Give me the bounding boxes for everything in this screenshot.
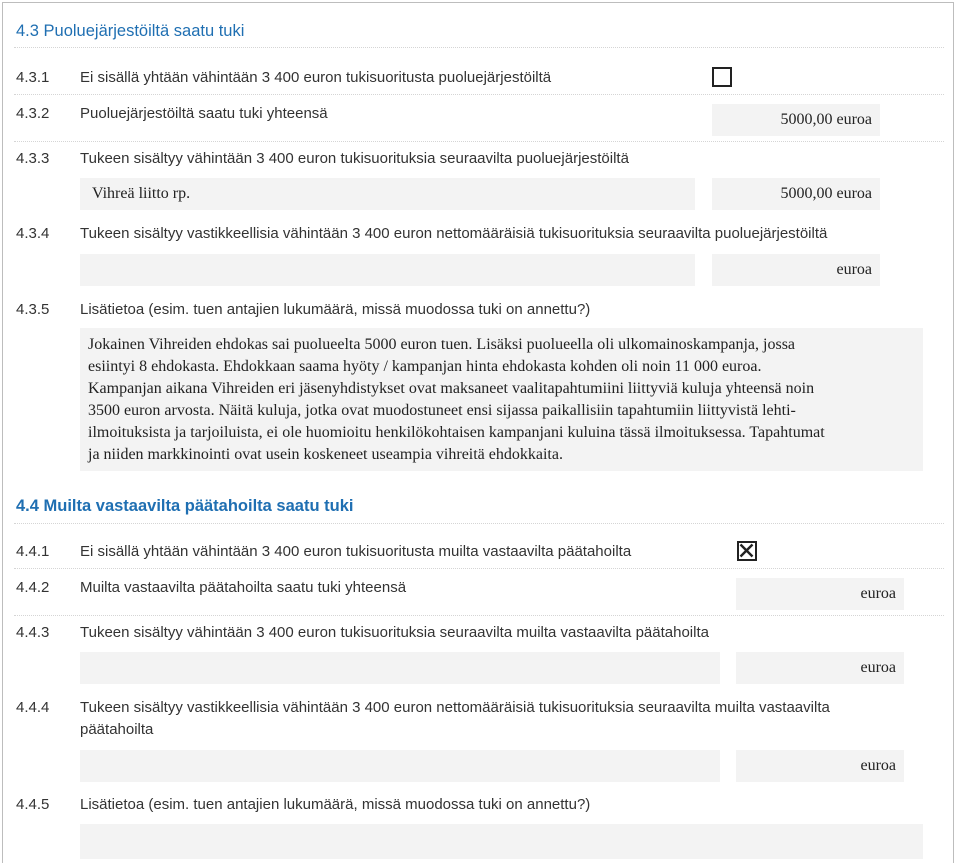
text-line: 3500 euron arvosta. Näitä kuluja, jotka ovat muodostuneet ensi sijassa paikallisiin tapahtumiin liittyvistä lehti- <box>88 402 796 419</box>
donor-amount-field-4-3-3[interactable]: 5000,00 euroa <box>712 178 880 210</box>
item-label-4-4-2: Muilta vastaavilta päätahoilta saatu tuki yhteensä <box>80 579 407 596</box>
item-number-4-4-2: 4.4.2 <box>16 579 50 596</box>
text-line: ilmoituksista ja tarjoiluista, ei ole huomioitu henkilökohtaisen kampanjani kuluina tässä ilmoituksessa. Tapahtumat <box>88 424 825 441</box>
item-label-4-3-2: Puoluejärjestöiltä saatu tuki yhteensä <box>80 105 328 122</box>
text-line: Jokainen Vihreiden ehdokas sai puolueelta 5000 euron tuen. Lisäksi puolueella oli ulkomainoskampanja, jossa <box>88 336 796 353</box>
item-label-4-4-1: Ei sisällä yhtään vähintään 3 400 euron tukisuoritusta muilta vastaavilta päätahoilta <box>80 543 632 560</box>
text-line: ja niiden markkinointi ovat usein koskeneet useampia vihreitä ehdokkaita. <box>88 446 563 463</box>
section-4-4-heading: 4.4 Muilta vastaavilta päätahoilta saatu tuki <box>16 497 354 515</box>
checkbox-checked-icon[interactable] <box>737 541 757 561</box>
item-label-4-4-5: Lisätietoa (esim. tuen antajien lukumäärä, missä muodossa tuki on annettu?) <box>80 796 591 813</box>
amount-field-4-4-2[interactable]: euroa <box>736 578 904 610</box>
amount-field-4-4-4[interactable]: euroa <box>736 750 904 782</box>
checkbox-empty-icon[interactable] <box>712 67 732 87</box>
item-number-4-4-4: 4.4.4 <box>16 699 50 716</box>
item-label-4-3-1: Ei sisällä yhtään vähintään 3 400 euron tukisuoritusta puoluejärjestöiltä <box>80 69 552 86</box>
donor-name-field-4-3-3[interactable]: Vihreä liitto rp. <box>80 178 695 210</box>
divider <box>14 141 944 142</box>
amount-field-4-3-2[interactable]: 5000,00 euroa <box>712 104 880 136</box>
item-number-4-3-5: 4.3.5 <box>16 301 50 318</box>
item-label-4-4-4-line2: päätahoilta <box>80 721 154 738</box>
divider <box>14 47 944 48</box>
additional-info-textarea-4-3-5[interactable] <box>80 328 923 471</box>
divider <box>14 615 944 616</box>
divider <box>14 94 944 95</box>
name-field-4-4-3[interactable] <box>80 652 720 684</box>
amount-field-4-4-3[interactable]: euroa <box>736 652 904 684</box>
check-cross-icon <box>739 543 754 558</box>
item-label-4-4-3: Tukeen sisältyy vähintään 3 400 euron tukisuorituksia seuraavilta muilta vastaavilta päätahoilta <box>80 624 709 641</box>
item-label-4-3-5: Lisätietoa (esim. tuen antajien lukumäärä, missä muodossa tuki on annettu?) <box>80 301 591 318</box>
amount-field-4-3-4[interactable]: euroa <box>712 254 880 286</box>
name-field-4-4-4[interactable] <box>80 750 720 782</box>
item-number-4-4-5: 4.4.5 <box>16 796 50 813</box>
item-number-4-4-3: 4.4.3 <box>16 624 50 641</box>
divider <box>14 568 944 569</box>
section-4-3-heading: 4.3 Puoluejärjestöiltä saatu tuki <box>16 22 245 40</box>
item-number-4-3-1: 4.3.1 <box>16 69 50 86</box>
item-number-4-3-2: 4.3.2 <box>16 105 50 122</box>
text-line: esiintyi 8 ehdokasta. Ehdokkaan saama hyöty / kampanjan hinta ehdokasta kohden oli noin 11 000 euroa. <box>88 358 762 375</box>
item-number-4-3-4: 4.3.4 <box>16 225 50 242</box>
name-field-4-3-4[interactable] <box>80 254 695 286</box>
item-number-4-4-1: 4.4.1 <box>16 543 50 560</box>
divider <box>14 523 944 524</box>
item-label-4-3-4: Tukeen sisältyy vastikkeellisia vähintään 3 400 euron nettomääräisiä tukisuorituksia seuraavilta puoluejärjestöiltä <box>80 225 828 242</box>
item-label-4-3-3: Tukeen sisältyy vähintään 3 400 euron tukisuorituksia seuraavilta puoluejärjestöiltä <box>80 150 629 167</box>
item-label-4-4-4-line1: Tukeen sisältyy vastikkeellisia vähintään 3 400 euron nettomääräisiä tukisuorituksia seuraavilta muilta vastaavilta <box>80 699 830 716</box>
additional-info-textarea-4-4-5[interactable] <box>80 824 923 859</box>
text-line: Kampanjan aikana Vihreiden eri jäsenyhdistykset ovat maksaneet vaalitapahtumiini liittyviä kuluja yhteensä noin <box>88 380 815 397</box>
item-number-4-3-3: 4.3.3 <box>16 150 50 167</box>
